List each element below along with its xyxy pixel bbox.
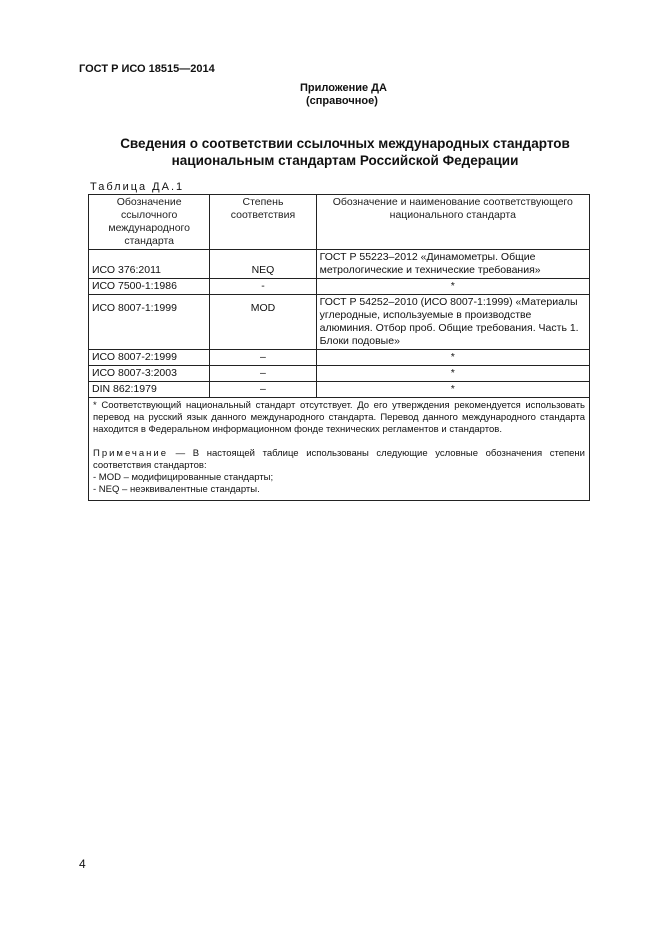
note-paragraph xyxy=(93,448,585,472)
cell-national: * xyxy=(316,350,589,366)
cell-national: * xyxy=(316,279,589,295)
correspondence-table xyxy=(88,194,590,501)
cell-national: ГОСТ Р 55223–2012 «Динамометры. Общие метрологические и технические требования» xyxy=(316,250,589,279)
annex-subtitle: (справочное) xyxy=(306,95,378,107)
table-row xyxy=(89,350,590,366)
note-item: - MOD – модифицированные стандарты; xyxy=(93,472,274,483)
annex-title: Приложение ДА xyxy=(300,82,387,94)
footnote: * Соответствующий национальный стандарт отсутствует. До его утверждения рекомендуется использовать перевод на русский язык данного международного стандарта. Перевод данного международного стандарта находится в Федеральном информационном фонде технических регламентов и стандартов. xyxy=(93,400,585,435)
table-row xyxy=(89,250,590,279)
cell-degree: MOD xyxy=(210,295,316,350)
note-label: Примечание xyxy=(93,448,168,459)
cell-ref: ИСО 8007-2:1999 xyxy=(89,350,210,366)
note-item: - NEQ – неэквивалентные стандарты. xyxy=(93,484,260,495)
cell-degree: – xyxy=(210,350,316,366)
table-caption: Таблица ДА.1 xyxy=(90,181,185,193)
section-title-line1: Сведения о соответствии ссылочных международных стандартов xyxy=(120,136,570,151)
header-national-standard: Обозначение и наименование соответствующего национального стандарта xyxy=(316,195,589,250)
cell-degree: – xyxy=(210,366,316,382)
cell-national: ГОСТ Р 54252–2010 (ИСО 8007-1:1999) «Материалы углеродные, используемые в производстве алюминия. Отбор проб. Общие требования. Часть 1. Блоки подовые» xyxy=(316,295,589,350)
cell-national: * xyxy=(316,382,589,398)
cell-degree: - xyxy=(210,279,316,295)
cell-ref: ИСО 8007-3:2003 xyxy=(89,366,210,382)
table-row xyxy=(89,366,590,382)
header-degree: Степень соответствия xyxy=(210,195,316,250)
header-ref-standard: Обозначение ссылочного международного стандарта xyxy=(89,195,210,250)
cell-ref: DIN 862:1979 xyxy=(89,382,210,398)
table-header-row xyxy=(89,195,590,250)
cell-degree: – xyxy=(210,382,316,398)
page-number: 4 xyxy=(79,857,86,871)
cell-ref: ИСО 7500-1:1986 xyxy=(89,279,210,295)
section-title-line2: национальным стандартам Российской Федерации xyxy=(171,153,519,168)
cell-ref: ИСО 8007-1:1999 xyxy=(89,295,210,350)
table-row xyxy=(89,295,590,350)
table-row xyxy=(89,382,590,398)
table-notes-row xyxy=(89,398,590,501)
cell-ref: ИСО 376:2011 xyxy=(89,250,210,279)
section-title xyxy=(90,135,600,169)
standard-code-header: ГОСТ Р ИСО 18515—2014 xyxy=(79,63,215,75)
cell-national: * xyxy=(316,366,589,382)
table-notes xyxy=(89,398,590,501)
cell-degree: NEQ xyxy=(210,250,316,279)
table-row xyxy=(89,279,590,295)
note-text: — В настоящей таблице использованы следующие условные обозначения степени соответствия стандартов: xyxy=(93,448,585,471)
